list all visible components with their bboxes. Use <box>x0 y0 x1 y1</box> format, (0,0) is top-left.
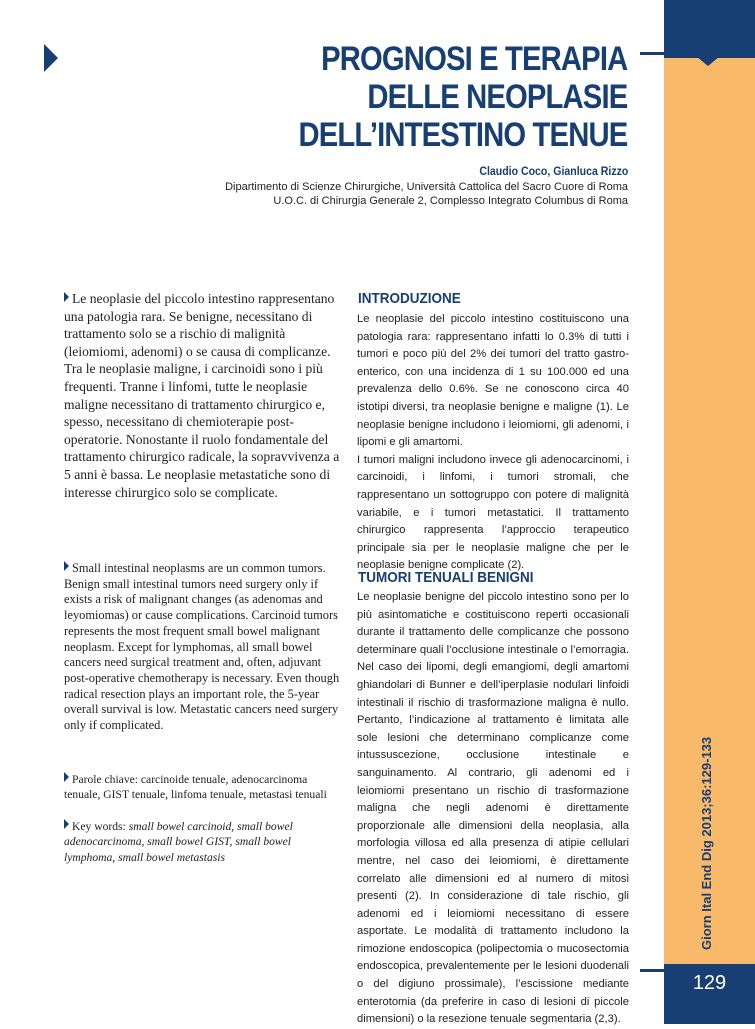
keywords-italian <box>64 772 344 803</box>
abstract-italian-text: Le neoplasie del piccolo intestino rappresentano una patologia rara. Se benigne, necessitano di trattamento solo se a rischio di malignità (leiomiomi, adenomi) o se causa di complicanze. Tra le neoplasie maligne, i carcinoidi sono i più frequenti. Tranne i linfomi, tutte le neoplasie maligne necessitano di trattamento chirurgico e, spesso, necessitano di chemioterapie post-operatorie. Nonostante il ruolo fondamentale del trattamento chirurgico radicale, la sopravvivenza a 5 anni è bassa. Le neoplasie metastatiche sono di interesse chirurgico solo se complicate. <box>64 291 340 500</box>
paragraph: Le neoplasie del piccolo intestino costituiscono una patologia rara: rappresentano infatti lo 0.3% di tutti i tumori e poco più del 2% dei tumori del tratto gastro-enterico, con una incidenza di 1 su 100.000 ed una prevalenza dello 0.6%. Se ne conoscono circa 40 istotipi diversi, tra neoplasie benigne e maligne (1). Le neoplasie benigne includono i leiomiomi, gli adenomi, i lipomi e gli amartomi. <box>357 313 629 449</box>
article-title <box>298 40 627 154</box>
section-heading-introduzione: INTRODUZIONE <box>358 290 461 307</box>
divider <box>640 52 664 55</box>
bullet-icon <box>64 561 69 571</box>
keywords-it-text: carcinoide tenuale, adenocarcinoma tenuale, GIST tenuale, linfoma tenuale, metastasi tenuali <box>64 773 327 802</box>
section-body-introduzione <box>357 311 629 575</box>
abstract-italian <box>64 290 342 501</box>
title-line: PROGNOSI E TERAPIA <box>320 40 627 78</box>
title-line: DELL’INTESTINO TENUE <box>298 116 627 154</box>
bullet-icon <box>64 292 69 302</box>
bullet-icon <box>64 819 69 829</box>
page-number: 129 <box>692 972 727 994</box>
section-body-tumori-benigni <box>357 589 629 1029</box>
abstract-english-text: Small intestinal neoplasms are un common tumors. Benign small intestinal tumors need surgery only if exists a risk of malignant changes (as adenomas and leyomiomas) or cause complications. Carcinoid tumors represents the most frequent small bowel malignant neoplasm. Except for lymphomas, all small bowel cancers need surgical treatment and, often, adjuvant post-operative chemotherapy is necessary. Even though radical resection plays an important role, the 5-year overall survival is low. Metastatic cancers need surgery only if complicated. <box>64 561 340 733</box>
affiliation-line: U.O.C. di Chirurgia Generale 2, Complesso Integrato Columbus di Roma <box>273 195 628 207</box>
affiliation-line: Dipartimento di Scienze Chirurgiche, Università Cattolica del Sacro Cuore di Roma <box>225 181 628 193</box>
bullet-icon <box>64 772 69 782</box>
paragraph: Le neoplasie benigne del piccolo intestino sono per lo più asintomatiche e costituiscono reperti occasionali durante il trattamento delle complicanze che possono determinare quali l’occlusione intestinale o l’emorragia. Nel caso dei lipomi, degli emangiomi, degli amartomi ghiandolari di Bunner e dell’iperplasie nodulari linfoidi intestinali il rischio di trasformazione maligna è nullo. Pertanto, l’indicazione al trattamento è limitata alle sole lesioni che determinano complicanze come intussuscezione, occlusione intestinale e sanguinamento. Al contrario, gli adenomi ed i leiomiomi presentano un rischio di trasformazione maligna che negli adenomi è direttamente proporzionale alle dimensioni della neoplasia, alla morfologia villosa ed alla presenza di atipie cellulari mentre, nel caso dei leiomiomi, è direttamente correlato alle dimensioni ed al numero di mitosi presenti (2). In considerazione di tale rischio, gli adenomi ed i leiomiomi necessitano di essere asportate. Le modalità di trattamento includono la rimozione endoscopica (polipectomia o mucosectomia endoscopica, prevalentemente per le lesioni duodenali o del digiuno prossimale), l’escissione mediante enterotomia (da preferire in caso di lesioni di piccole dimensioni) o la resezione tenuale segmentaria (2,3). <box>357 591 629 1026</box>
journal-citation: Giorn Ital End Dig 2013;36:129-133 <box>699 736 714 950</box>
keywords-english <box>64 819 344 865</box>
paragraph: I tumori maligni includono invece gli adenocarcinomi, i carcinoidi, i linfomi, i tumori stromali, che rappresentano un sottogruppo con potere di malignità variabile, e i tumori metastatici. Il trattamento chirurgico rappresenta l’approccio terapeutico principale sia per le neoplasie maligne che per le neoplasie benigne complicate (2). <box>357 453 629 572</box>
abstract-english <box>64 561 342 734</box>
keywords-it-label: Parole chiave: <box>72 773 138 786</box>
keywords-en-text: small bowel carcinoid, small bowel adenocarcinoma, small bowel GIST, small bowel lymphoma, small bowel metastasis <box>64 820 293 864</box>
keywords-en-label: Key words: <box>72 820 126 833</box>
authors: Claudio Coco, Gianluca Rizzo <box>478 164 628 178</box>
divider <box>640 969 664 972</box>
chevron-down-icon <box>697 57 719 66</box>
sidebar-header-band <box>664 0 755 58</box>
triangle-marker-icon <box>44 44 58 72</box>
section-heading-tumori-benigni: TUMORI TENUALI BENIGNI <box>358 569 534 586</box>
title-line: DELLE NEOPLASIE <box>366 78 627 116</box>
affiliation <box>225 180 628 208</box>
